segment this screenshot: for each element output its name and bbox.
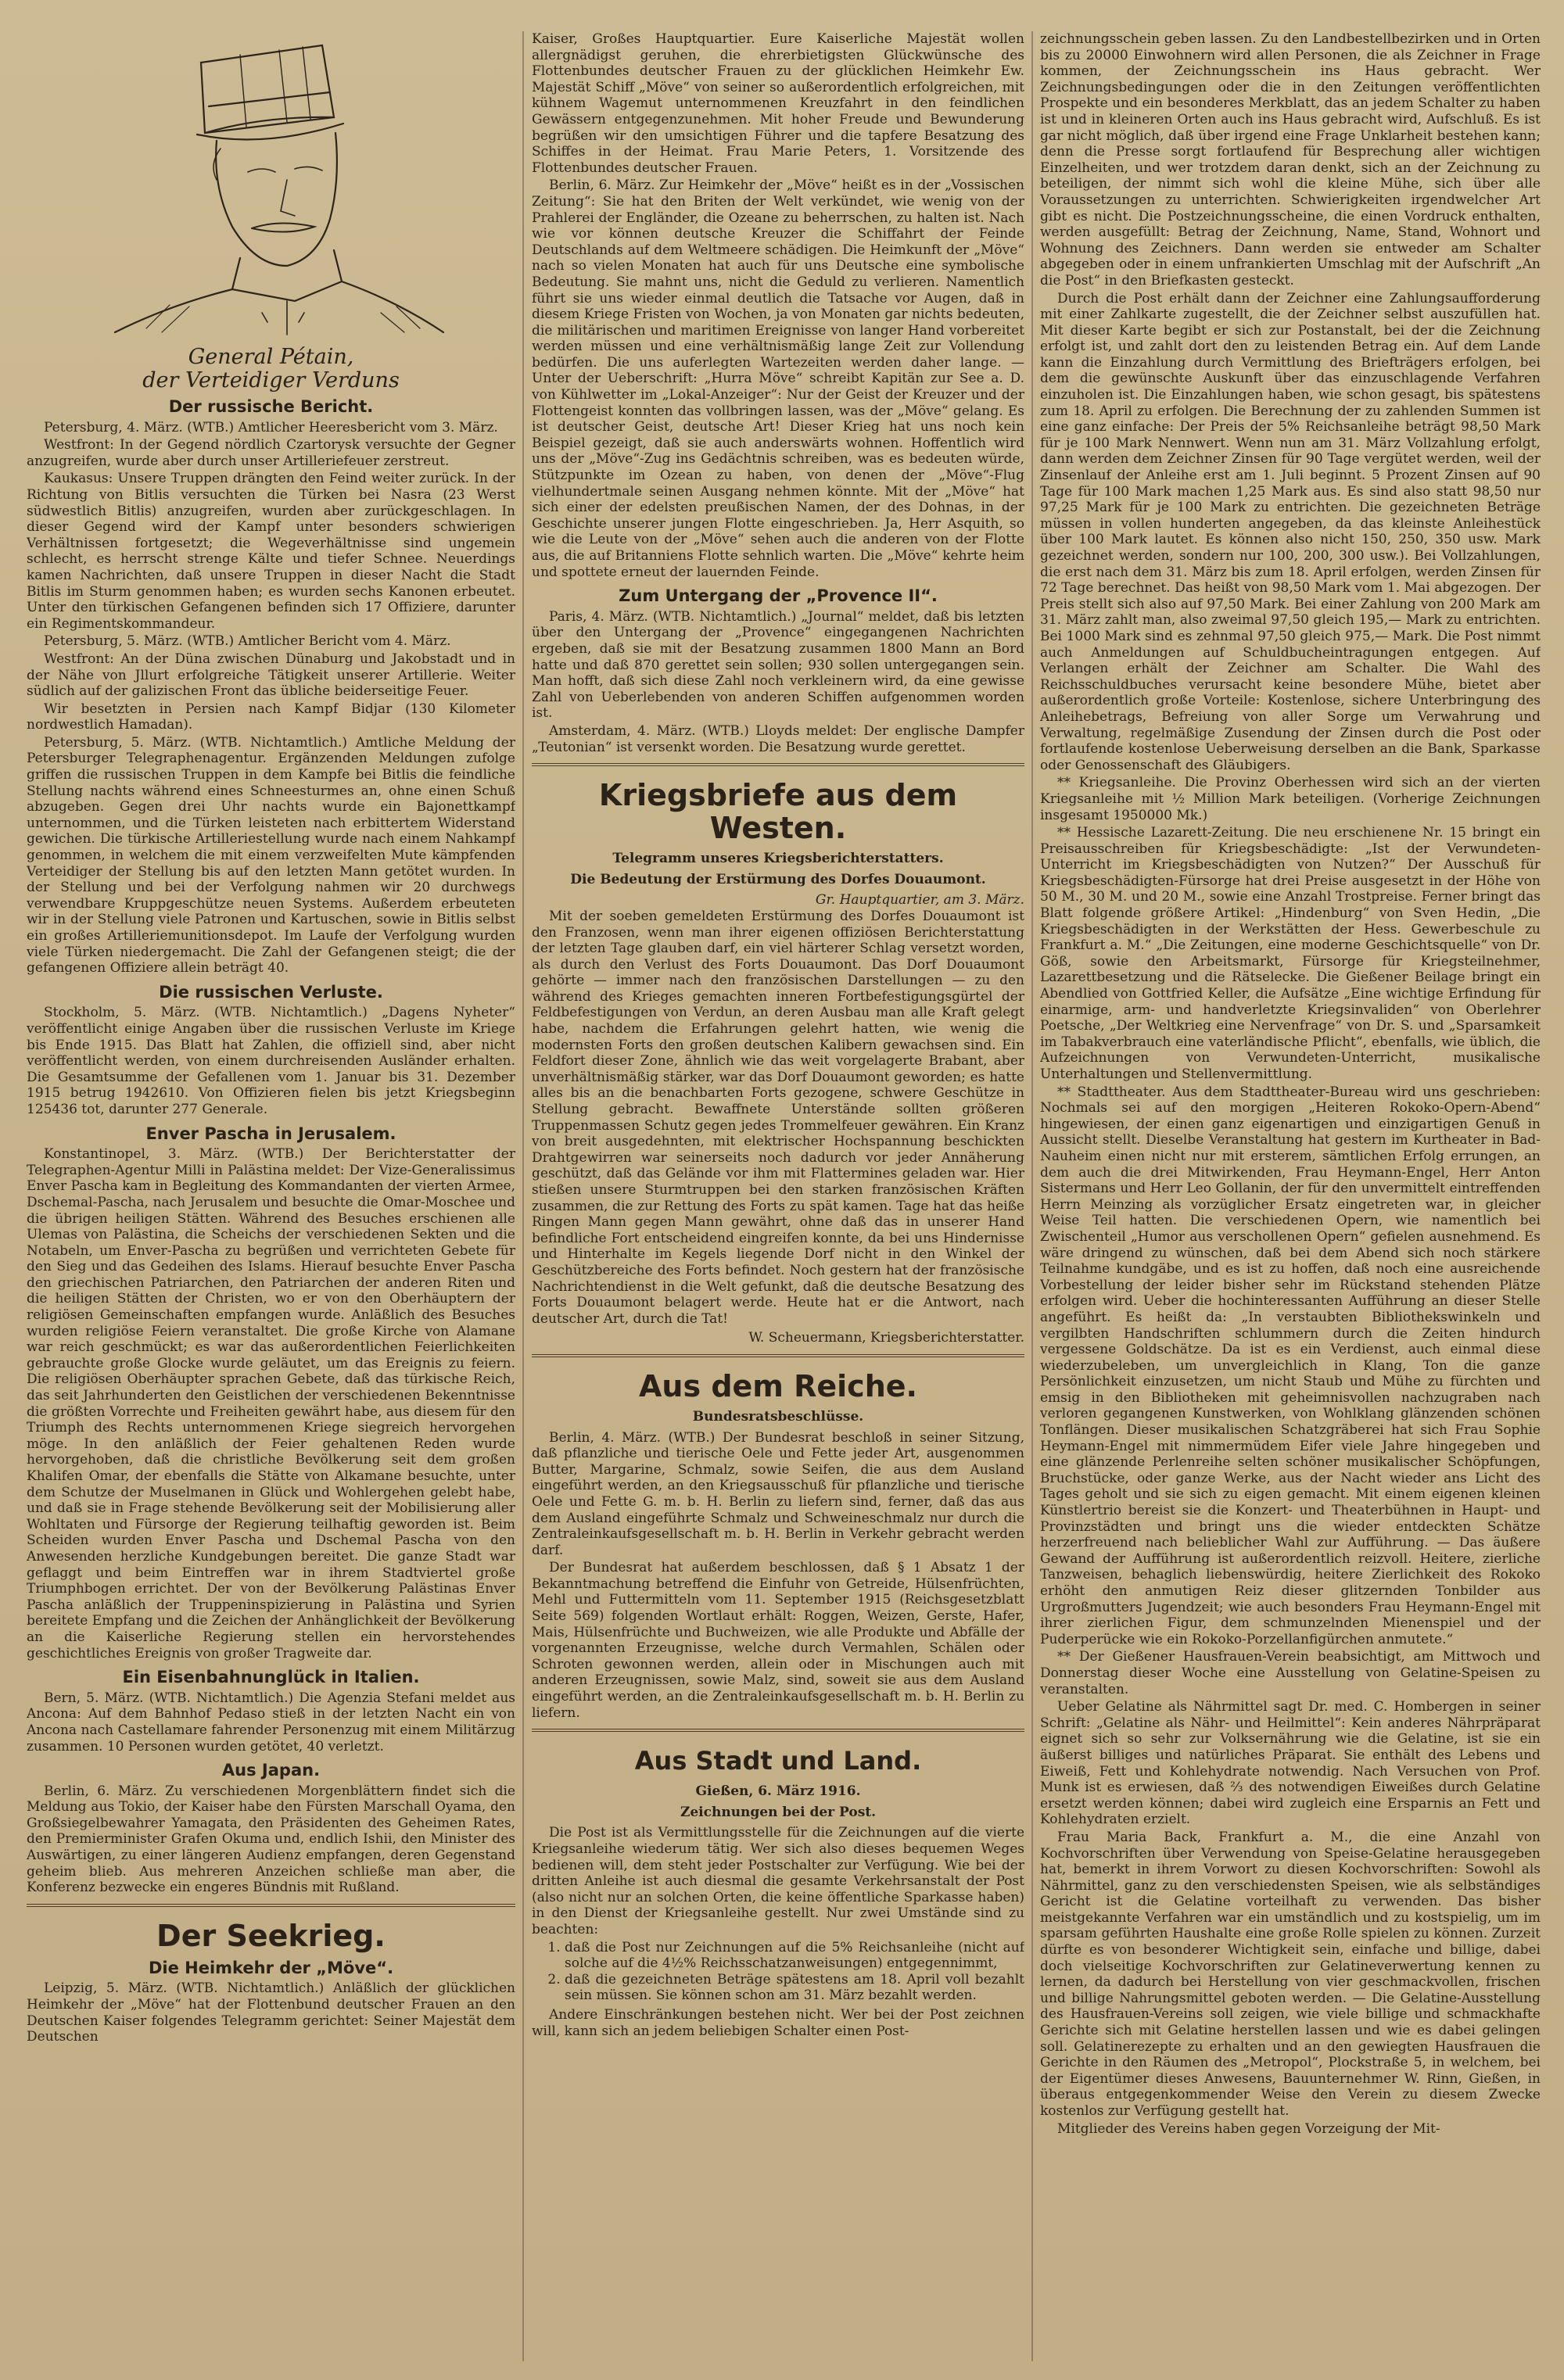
portrait-illustration: [52, 31, 490, 391]
article-paragraph: Kaiser, Großes Hauptquartier. Eure Kaiserliche Majestät wollen allergnädigst geruhen, die ehrerbietigsten Glückwünsche des Flottenbundes deutscher Frauen zu der glücklichen Heimkehr Ew. Majestät Schiff „Möve“ von seiner so außerordentlich erfolgreichen, mit kühnem Wagemut unternommenen Kreuzfahrt in den feindlichen Gewässern entgegenzunehmen. Mit hoher Freude und Bewunderung begrüßen wir den umsichtigen Führer und die tapfere Besatzung des Schiffes in der Heimat. Frau Marie Peters, 1. Vorsitzende des Flottenbundes deutscher Frauen.: [532, 31, 1024, 176]
caption-line: General Pétain,: [188, 344, 354, 369]
list-item: 2. daß die gezeichneten Beträge spätestens am 18. April voll bezahlt sein müssen. Sie können schon am 31. März bezahlt werden.: [565, 1972, 1024, 2004]
article-paragraph: Die Post ist als Vermittlungsstelle für die Zeichnungen auf die vierte Kriegsanleihe wiederum tätig. Wer sich also dieses bequemen Weges bedienen will, dem steht jeder Postschalter zur Verfügung. Wie bei der dritten Anleihe ist auch diesmal die gesamte Verkehrsanstalt der Post (also nicht nur an solchen Orten, die keine öffentliche Sparkasse haben) in den Dienst der Kriegsanleihe gestellt. Nur zwei Umstände sind zu beachten:: [532, 1825, 1024, 1937]
section-heading: Der russische Bericht.: [168, 397, 374, 416]
section-heading: Aus Japan.: [221, 1761, 321, 1780]
section-banner: Aus dem Reiche.: [639, 1368, 917, 1403]
article-paragraph: Wir besetzten in Persien nach Kampf Bidjar (130 Kilometer nordwestlich Hamadan).: [27, 701, 515, 733]
section-heading: Die Heimkehr der „Möve“.: [148, 1958, 394, 1977]
portrait-caption: [52, 346, 490, 392]
conditions-list: [551, 1940, 1024, 2004]
caption-line: der Verteidiger Verduns: [142, 367, 400, 392]
article-paragraph: Petersburg, 5. März. (WTB. Nichtamtlich.) Amtliche Meldung der Petersburger Telegraphenagentur. Ergänzenden Meldungen zufolge griffen die russischen Truppen in dem Kampfe bei Bitlis die feindliche Stellung nachts während eines Schneesturmes an, ohne einen Schuß abzugeben. Gegen drei Uhr nachts wurde ein Bajonettkampf unternommen, und die Türken leisteten nach erbittertem Widerstand gewichen. Die türkische Artilleriestellung wurde nach einem Nahkampf genommen, in welchem die mit einem verzweifelten Mute kämpfenden Verteidiger der Stellung bis auf den letzten Mann getötet wurden. In der Stellung und bei der Verfolgung nahmen wir 20 durchwegs verwendbare Kruppgeschütze neuen Systems. Außerdem erbeuteten wir in der Stellung viele Patronen und Kartuschen, sowie in Bitlis selbst ein großes Artilleriemunitionsdepot. Im Laufe der Verfolgung wurden viele Türken niedergemacht. Die Zahl der Gefangenen steigt; die der gefangenen Offiziere allein beträgt 40.: [27, 734, 515, 977]
article-paragraph: Stockholm, 5. März. (WTB. Nichtamtlich.) „Dagens Nyheter“ veröffentlicht einige Angaben über die russischen Verluste im Kriege bis Ende 1915. Das Blatt hat Zahlen, die offiziell sind, aber nicht veröffentlicht werden, von einem durchreisenden Ausländer erhalten. Die Gesamtsumme der Gefallenen vom 1. Januar bis 31. Dezember 1915 betrug 1942610. Von Offizieren fielen bis jetzt Kriegsbeginn 125436 tot, darunter 277 Generale.: [27, 1005, 515, 1117]
article-paragraph: Leipzig, 5. März. (WTB. Nichtamtlich.) Anläßlich der glücklichen Heimkehr der „Möve“ hat der Flottenbund deutscher Frauen an den Deutschen Kaiser folgendes Telegramm gerichtet: Seiner Majestät dem Deutschen: [27, 1980, 515, 2045]
article-paragraph: Andere Einschränkungen bestehen nicht. Wer bei der Post zeichnen will, kann sich an jedem beliebigen Schalter einen Post-: [532, 2006, 1024, 2039]
article-paragraph: Frau Maria Back, Frankfurt a. M., die eine Anzahl von Kochvorschriften über Verwendung von Speise-Gelatine herausgegeben hat, bemerkt in ihrem Vorwort zu diesen Kochvorschriften: Sowohl als Nährmittel, ganz zu den verschiedensten Speisen, wie als selbständiges Gericht ist die Gelatine vorteilhaft zu verwenden. Das bisher meistgekannte Verfahren war ein umständlich und zu kostspielig, um im sparsam geführten Haushalte eine große Rolle spielen zu können. Zurzeit dürfte es von besonderer Wichtigkeit sein, einfache und billige, dabei doch vielseitige Kochvorschriften zur Gelatineverwertung kennen zu lernen, da dadurch bei Herstellung von vier geschmackvollen, frischen und billige Nahrungsmittel geboten werden. — Die Gelatine-Ausstellung des Hausfrauen-Vereins soll zeigen, wie viele billige und schmackhafte Gerichte sich mit Gelatine herstellen lassen und wie es dabei gelingen soll. Gelatinerezepte zu erhalten und an den gewiegten Hausfrauen die Gerichte in den Räumen des „Metropol“, Plockstraße 5, in welchem, bei der Eigentümer dieses Anwesens, Bauunternehmer W. Rinn, Gießen, in überaus entgegenkommender Weise den Verein zu diesem Zwecke kostenlos zur Verfügung gestellt hat.: [1040, 1829, 1541, 2119]
section-subheading: Zeichnungen bei der Post.: [680, 1804, 877, 1820]
article-paragraph: Berlin, 6. März. Zur Heimkehr der „Möve“ heißt es in der „Vossischen Zeitung“: Sie hat den Briten der Welt verkündet, wie wenig von der Prahlerei der Engländer, die Ozeane zu beherrschen, zu halten ist. Nach wie vor können deutsche Kreuzer die Schiffahrt der Feinde Deutschlands auf dem Weltmeere schädigen. Die Heimkunft der „Möve“ nach so vielen Monaten hat auch für uns Deutsche eine symbolische Bedeutung. Sie mahnt uns, nicht die Geduld zu verlieren. Namentlich führt sie uns wieder einmal deutlich die Tatsache vor Augen, daß in diesem Kriege Fristen von Wochen, ja von Monaten gar nichts bedeuten, die militärischen und maritimen Ereignisse von langer Hand vorbereitet werden müssen und eine verhältnismäßig lange Zeit zur Vollendung bedürfen. Die uns auferlegten Wartezeiten werden daher lange. — Unter der Ueberschrift: „Hurra Möve“ schreibt Kapitän zur See a. D. von Kühlwetter im „Lokal-Anzeiger“: Nur der Geist der Kreuzer und der Flottengeist konnten das vollbringen lassen, was der „Möve“ gelang. Es ist deutscher Geist, deutsche Art! Dieser Krieg hat uns noch kein Beispiel gezeigt, daß sie auch anderswärts wohnen. Hoffentlich wird uns der „Möve“-Zug ins Gedächtnis schreiben, was es bedeuten würde, Stützpunkte im Ozean zu haben, von denen der „Möve“-Flug vielhundertmale seinen Ausgang nehmen könnte. Mit der „Möve“ hat sich einer der edelsten preußischen Namen, der des Dohnas, in der Geschichte unserer jungen Flotte eingeschrieben. Ja, Herr Asquith, so wie die Leute von der „Möve“ sehen auch die anderen von der Flotte aus, die auf Britanniens Flotte sehnlich warten. Die „Möve“ kehrte heim und spottete erneut der lauernden Feinde.: [532, 177, 1024, 580]
column-rule: [522, 31, 524, 2361]
section-divider: [532, 763, 1024, 766]
column-rule: [1031, 31, 1033, 2361]
section-subheading: Die Bedeutung der Erstürmung des Dorfes Douaumont.: [570, 871, 986, 887]
byline: W. Scheuermann, Kriegsberichterstatter.: [748, 1330, 1024, 1346]
article-paragraph: ** Stadttheater. Aus dem Stadttheater-Bureau wird uns geschrieben: Nochmals sei auf den morgigen „Heiteren Rokoko-Opern-Abend“ hingewiesen, der einen ganz eigenartigen und einzigartigen Genuß in Aussicht stellt. Dieselbe Veranstaltung hat gestern im Kurtheater in Bad-Nauheim einen nicht nur mit ersterem, sämtlichen Erfolg errungen, an dem auch die drei Mitwirkenden, Frau Heymann-Engel, Herr Anton Sistermans und Herr Leo Gollanin, der für den unvermittelt eintreffenden Herrn Meinzing als vorzüglicher Ersatz eingetreten war, in gleicher Weise Teil hatten. Die verschiedenen Opern, wie namentlich bei Zwischenteil „Humor aus verschollenen Opern“ gefielen ausnehmend. Es wäre dringend zu wünschen, daß bei dem Abend sich noch stärkere Teilnahme kundgäbe, und es ist zu hoffen, daß noch eine ausreichende Vorbestellung der leider bisher sehr im Rückstand stehenden Plätze erfolgen wird. Ueber die hochinteressanten Aufführung an dieser Stelle angeführt. Es heißt da: „In verstaubten Bibliothekswinkeln und vergilbten Handschriften schlummern durch die Zeiten hindurch vergessene Goldschätze. Da ist es ein Verdienst, auch einmal diese wiederzubeleben, um unvergleichlich in Klang, Ton die ganze Persönlichkeit einzusetzen, um nicht Staub und Mühe zu fürchten und emsig in den Bibliotheken mit geheimnisvollen nachzugraben nach verloren gegangenen Kunstwerken, von Wohlklang glänzenden schönen Tonflängen. Dieser musikalischen Schatzgräberei hat sich Frau Sophie Heymann-Engel mit nimmermüdem Eifer viele Jahre hingegeben und eine glänzende Perlenreihe selten schöner musikalischer Schöpfungen, Bruchstücke, oder ganze Werke, aus der Nacht wieder ans Licht des Tages geholt und sie sich zu eigen gemacht. Mit einem eigenen kleinen Künstlertrio bereist sie die Konzert- und Theaterbühnen in Haupt- und Provinzstädten und bringt uns die wieder entdeckten Schätze herzerfreuend nach belieblicher Wahl zur Aufführung. — Das äußere Gewand der Aufführung ist außerordentlich reizvoll. Heitere, zierliche Tanzweisen, behaglich liebenswürdig, heitere Zierlichkeit des Rokoko erhöht den anmutigen Reiz dieser glitzernden Tonbilder aus Urgroßmutters Jugendzeit; wie auch besonders Frau Heymann-Engel mit ihrer zierlichen Figur, dem schmunzelnden Mienenspiel und der Puderperücke wie ein Rokoko-Porzellanfigürchen anmutete.“: [1040, 1084, 1541, 1647]
article-paragraph: Petersburg, 5. März. (WTB.) Amtlicher Bericht vom 4. März.: [44, 633, 451, 650]
column-1: [27, 31, 515, 2369]
article-paragraph: Berlin, 6. März. Zu verschiedenen Morgenblättern findet sich die Meldung aus Tokio, der Kaiser habe den Fürsten Marschall Oyama, den Großsiegelbewahrer Yamagata, den Präsidenten des Geheimen Rates, den Premierminister Grafen Okuma und, endlich Ishii, den Minister des Auswärtigen, zu einer längeren Audienz empfangen, deren Gegenstand geheim blieb. Aus mehreren Anzeichen schließe man aber, die Konferenz bezwecke ein engeres Bündnis mit Rußland.: [27, 1783, 515, 1896]
dateline: Gr. Hauptquartier, am 3. März.: [815, 892, 1024, 909]
article-paragraph: Der Bundesrat hat außerdem beschlossen, daß § 1 Absatz 1 der Bekanntmachung betreffend die Einfuhr von Getreide, Hülsenfrüchten, Mehl und Futtermitteln vom 11. September 1915 (Reichsgesetzblatt Seite 569) folgenden Wortlaut erhält: Roggen, Weizen, Gerste, Hafer, Mais, Hülsenfrüchte und Buchweizen, wie alle Produkte und Abfälle der vorgenannten Erzeugnisse, welche durch Vermahlen, Schälen oder Schroten gewonnen werden, allein oder in Mischungen auch mit anderen Erzeugnissen, sowie Malz, sind, soweit sie aus dem Ausland eingeführt werden, an die Zentraleinkaufsgesellschaft m. b. H. Berlin zu liefern.: [532, 1560, 1024, 1721]
article-paragraph: Berlin, 4. März. (WTB.) Der Bundesrat beschloß in seiner Sitzung, daß pflanzliche und tierische Oele und Fette jeder Art, ausgenommen Butter, Margarine, Schmalz, sowie Seifen, die aus dem Ausland eingeführt werden, an den Kriegsausschuß für pflanzliche und tierische Oele und Fette G. m. b. H. Berlin zu liefern sind, ferner, daß das aus dem Ausland eingeführte Schmalz und Schweineschmalz nur durch die Zentraleinkaufsgesellschaft m. b. H. Berlin in Verkehr gebracht werden darf.: [532, 1429, 1024, 1558]
section-heading: Die russischen Verluste.: [159, 982, 383, 1002]
article-paragraph: zeichnungsschein geben lassen. Zu den Landbestellbezirken und in Orten bis zu 20000 Einwohnern wird allen Personen, die als Zeichner in Frage kommen, der Zeichnungsschein ins Haus gebracht. Wer Zeichnungsbedingungen oder die in den Zeitungen veröffentlichten Prospekte und ein besonderes Merkblatt, das an jedem Schalter zu haben ist und in kleineren Orten auch ins Haus gebracht wird, Aufschluß. Es ist gar nicht möglich, daß über irgend eine Frage Unklarheit bestehen kann; denn die Presse sorgt fortlaufend für Besprechung aller wichtigen Einzelheiten, und wer trotzdem daran denkt, sich an der Zeichnung zu beteiligen, der nimmt sich wohl die kleine Mühe, sich über alle Voraussetzungen zu unterrichten. Schwierigkeiten irgendwelcher Art gibt es nicht. Die Postzeichnungsscheine, die einen Vordruck enthalten, werden ausgefüllt: Betrag der Zeichnung, Name, Stand, Wohnort und Wohnung des Zeichners. Dann werden sie entweder am Schalter abgegeben oder in einem unfrankierten Umschlag mit der Aufschrift „An die Post“ in den Briefkasten gesteckt.: [1040, 31, 1541, 289]
article-paragraph: ** Der Gießener Hausfrauen-Verein beabsichtigt, am Mittwoch und Donnerstag dieser Woche eine Ausstellung von Gelatine-Speisen zu veranstalten.: [1040, 1649, 1541, 1697]
dateline: Gießen, 6. März 1916.: [695, 1783, 861, 1800]
article-paragraph: Westfront: An der Düna zwischen Dünaburg und Jakobstadt und in der Nähe von Jllurt erfolgreiche Tätigkeit unserer Artillerie. Weiter südlich auf der galizischen Front das übliche beiderseitige Feuer.: [27, 651, 515, 700]
section-subheading: Bundesratsbeschlüsse.: [692, 1408, 864, 1425]
section-heading: Enver Pascha in Jerusalem.: [145, 1124, 396, 1143]
section-banner: Der Seekrieg.: [156, 1918, 386, 1953]
article-paragraph: Petersburg, 4. März. (WTB.) Amtlicher Heeresbericht vom 3. März.: [44, 419, 498, 435]
section-heading: Zum Untergang der „Provence II“.: [619, 586, 938, 606]
column-3: [1040, 31, 1541, 2369]
article-paragraph: Amsterdam, 4. März. (WTB.) Lloyds meldet: Der englische Dampfer „Teutonian“ ist versenkt worden. Die Besatzung wurde gerettet.: [532, 722, 1024, 755]
article-paragraph: Bern, 5. März. (WTB. Nichtamtlich.) Die Agenzia Stefani meldet aus Ancona: Auf dem Bahnhof Pedaso stieß in der letzten Nacht ein von Ancona nach Castellamare fahrender Personenzug mit einem Militärzug zusammen. 10 Personen wurden getötet, 40 verletzt.: [27, 1690, 515, 1755]
article-paragraph: Durch die Post erhält dann der Zeichner eine Zahlungsaufforderung mit einer Zahlkarte zugestellt, die der Zeichner selbst auszufüllen hat. Mit dieser Karte begibt er sich zur Postanstalt, bei der die Zeichnung erfolgt ist, und zahlt dort den zu leistenden Betrag ein. Auf dem Lande kann die Einzahlung durch Vermittlung des Briefträgers erfolgen, bei dem die gewünschte Auskunft über das einzuschlagende Verfahren einzuholen ist. Die Einzahlungen haben, wie schon gesagt, bis spätestens zum 18. April zu erfolgen. Die Berechnung der zu zahlenden Summen ist eine ganz einfache: Der Preis der 5% Reichsanleihe beträgt 98,50 Mark für je 100 Mark Nennwert. Wenn nun am 31. März Vollzahlung erfolgt, dann werden dem Zeichner Zinsen für 90 Tage vergütet werden, weil der Zinsenlauf der Anleihe erst am 1. Juli beginnt. 5 Prozent Zinsen auf 90 Tage für 100 Mark machen 1,25 Mark aus. Es sind also statt 98,50 nur 97,25 Mark für je 100 Mark zu entrichten. Die gezeichneten Beträge müssen in vollen hunderten angegeben, da das kleinste Anleihestück über 100 Mark lautet. Es können also nicht 150, 250, 350 usw. Mark gezeichnet werden, sondern nur 100, 200, 300 usw.). Bei Vollzahlungen, die erst nach dem 31. März bis zum 18. April erfolgen, werden Zinsen für 72 Tage berechnet. Das heißt von 98,50 Mark vom 1. Mai abgezogen. Der Preis stellt sich also auf 97,50 Mark. Bei einer Zahlung von 200 Mark am 31. März zahlt man, also zweimal 97,50 gleich 195,— Mark zu entrichten. Bei 1000 Mark sind es zehnmal 97,50 gleich 975,— Mark. Die Post nimmt auch Anmeldungen auf Schuldbucheintragungen entgegen. Auf Verlangen erhält der Zeichner am Schalter. Die Wahl des Reichsschuldbuches verursacht keine besondere Mühe, bietet aber außerordentlich große Vorteile: Kostenlose, sichere Unterbringung des Anleihebetrags, Befreiung von aller Sorge um Verwahrung und Verwaltung, regelmäßige Zusendung der Zinsen durch die Post oder fortlaufende kostenlose Ueberweisung derselben an die Bank, Sparkasse oder Genossenschaft des Gläubigers.: [1040, 290, 1541, 773]
general-portrait-sketch: [52, 31, 490, 336]
article-paragraph: Ueber Gelatine als Nährmittel sagt Dr. med. C. Hombergen in seiner Schrift: „Gelatine als Nähr- und Heilmittel“: Kein anderes Nährpräparat eignet sich so sehr zur Volksernährung wie die Gelatine, ist sie ein äußerst billiges und natürliches Präparat. Sie enthält des Lebens und Eiweiß, Fett und Kohlehydrate notwendig. Nach Versuchen von Prof. Munk ist es erwiesen, daß ⅔ des notwendigen Eiweißes durch Gelatine ersetzt werden können; dabei wird zugleich eine Ersparnis an Fett und Kohlehydraten erzielt.: [1040, 1699, 1541, 1828]
list-item: 1. daß die Post nur Zeichnungen auf die 5% Reichsanleihe (nicht auf solche auf die 4½% Reichsschatzanweisungen) entgegennimmt,: [565, 1940, 1024, 1972]
section-subheading: Telegramm unseres Kriegsberichterstatters.: [612, 851, 944, 867]
section-divider: [532, 1729, 1024, 1732]
article-paragraph: Konstantinopel, 3. März. (WTB.) Der Berichterstatter der Telegraphen-Agentur Milli in Palästina meldet: Der Vize-Generalissimus Enver Pascha kam in Begleitung des Kommandanten der vierten Armee, Dschemal-Pascha, nach Jerusalem und besuchte die Omar-Moschee und die übrigen heiligen Stätten. Während des Besuches erschienen alle Ulemas von Palästina, die Scheichs der verschiedenen Sekten und die Notabeln, um Enver-Pascha zu begrüßen und verrichteten Gebete für den Sieg und das Gedeihen des Islams. Hierauf besuchte Enver Pascha den griechischen Patriarchen, den Patriarchen der anderen Riten und die heiligen Stätten der Christen, wo er von den Oberhäuptern der religiösen Gemeinschaften empfangen wurde. Anläßlich des Besuches wurden religiöse Feiern veranstaltet. Die große Kirche von Alamane war reich geschmückt; es war das außerordentlichen Feierlichkeiten gebrauchte große Glocke wurde geläutet, um das Ereignis zu feiern. Die religiösen Oberhäupter sprachen Gebete, daß das türkische Reich, das seit Jahrhunderten den Geistlichen der verschiedenen Bekenntnisse die größten Vorrechte und Freiheiten gewährt habe, aus diesem für den Triumph des Rechts unternommenen Kriege siegreich hervorgehen möge. In den anläßlich der Feier gehaltenen Reden wurde hervorgehoben, daß die christliche Bevölkerung seit dem großen Khalifen Omar, der ebenfalls die Stätte von Alkamane besuchte, unter dem Schutze der Muselmanen in Glück und Wohlergehen gelebt habe, und daß sie in Frage stehende Bevölkerung seit der Mobilisierung aller Wohltaten und Fürsorge der Regierung teilhaftig geworden ist. Beim Scheiden wurden Enver Pascha und Dschemal Pascha von den Anwesenden herzliche Kundgebungen bereitet. Die ganze Stadt war geflaggt und beim Eintreffen war in ihrem Stadtviertel große Triumphbogen errichtet. Der von der Bevölkerung Palästinas Enver Pascha anläßlich der Truppeninspizierung in Palästina und Syrien bereitete Empfang und die Zeichen der Anhänglichkeit der Bevölkerung an die Kaiserliche Regierung stellen ein hervorstehendes geschichtliches Ereignis von großer Tragweite dar.: [27, 1146, 515, 1661]
article-paragraph: ** Kriegsanleihe. Die Provinz Oberhessen wird sich an der vierten Kriegsanleihe mit ½ Million Mark beteiligen. (Vorherige Zeichnungen insgesamt 1950000 Mk.): [1040, 775, 1541, 823]
article-paragraph: Mit der soeben gemeldeten Erstürmung des Dorfes Douaumont ist den Franzosen, wenn man ihrer eigenen offiziösen Berichterstattung der letzten Tage glauben darf, ein viel härterer Schlag versetzt worden, als durch den Verlust des Forts Douaumont. Das Dorf Douaumont gehörte — immer nach den französischen Darstellungen — zu den während des Krieges gemachten inneren Fortbefestigungsgürtel der Feldbefestigungen von Verdun, an deren Ausbau man alle Kraft gelegt habe, nachdem die Erfahrungen gelehrt hatten, wie wenig die modernsten Forts den großen deutschen Kalibern gewachsen sind. Ein Feldfort dieser Zone, ähnlich wie das weit vorgelagerte Brabant, aber unverhältnismäßig stärker, war das Dorf Douaumont geworden; es hatte alles bis an die benachbarten Forts gezogene, schwere Geschütze in Stellung gebracht. Bewaffnete Unterstände sollten größeren Truppenmassen Schutz gegen jedes Trommelfeuer gewähren. Ein Kranz von breit ausgedehnten, mit elektrischer Hochspannung beschickten Drahtgewirren war seinerseits noch dadurch vor jeder Annäherung geschützt, daß das Gelände vor ihm mit Flattermines geladen war. Hier stießen unsere Sturmtruppen bei den starken französischen Kräften zusammen, die zur Rettung des Forts zu spät kamen. Tage hat das heiße Ringen Mann gegen Mann gewährt, ohne daß das in unserer Hand befindliche Fort entscheidend eingreifen konnte, da bei uns Hindernisse und Hinterhalte im Kegels liegende Dorf nicht in den Winkel der Geschützbereiche des Forts befindet. Noch gestern hat der französische Nachrichtendienst in die Welt gefunkt, daß die deutsche Besatzung des Forts Douaumont belagert werde. Heute hat er die Antwort, nach deutscher Art, durch die Tat!: [532, 908, 1024, 1327]
article-paragraph: Westfront: In der Gegend nördlich Czartorysk versuchte der Gegner anzugreifen, wurde aber durch unser Artilleriefeuer zerstreut.: [27, 437, 515, 469]
section-banner: Aus Stadt und Land.: [634, 1746, 922, 1776]
article-paragraph: Kaukasus: Unsere Truppen drängten den Feind weiter zurück. In der Richtung von Bitlis versuchten die Türken bei Nasra (23 Werst südwestlich Bitlis) anzugreifen, wurden aber zurückgeschlagen. In dieser Gegend wird der Kampf unter besonders schwierigen Verhältnissen fortgesetzt; die Wegeverhältnisse sind ungemein schlecht, es herrscht strenge Kälte und tiefer Schnee. Neuerdings kamen Nachrichten, daß unsere Truppen in dieser Nacht die Stadt Bitlis im Sturm genommen haben; es wurden sechs Kanonen erbeutet. Unter den türkischen Gefangenen befinden sich 17 Offiziere, darunter ein Regimentskommandeur.: [27, 471, 515, 632]
article-paragraph: ** Hessische Lazarett-Zeitung. Die neu erschienene Nr. 15 bringt ein Preisausschreiben für Kriegsbeschädigte: „Ist der Verwundeten-Unterricht im Kriegsbeschädigten von Nutzen?“ Der Ausschuß für Kriegsbeschädigten-Fürsorge hat drei Preise ausgesetzt in der Höhe von 50 M., 30 M. und 20 M., sowie eine Anzahl Trostpreise. Ferner bringt das Blatt folgende größere Artikel: „Hindenburg“ von Sven Hedin, „Die Kriegsbeschädigten in der Werkstätten der Hess. Gewerbeschule zu Frankfurt a. M.“ „Die Zeitungen, eine moderne Geschichtsquelle“ von Dr. Göß, sowie den Arbeitsmarkt, Fürsorge für Kriegsteilnehmer, Lazarettbesetzung und die Rätselecke. Die Gießener Beilage bringt ein Abendlied von Gottfried Keller, die Aufsätze „Eine wichtige Erfindung für einarmige, arm- und handverletzte Kriegsinvaliden“ von Oberlehrer Poetsche, „Der Weltkrieg eine Nervenfrage“ von Dr. S. und „Sparsamkeit im Tabakverbrauch eine vaterländische Pflicht“, ebenfalls, wie üblich, die Aufzeichnungen von Verwundeten-Unterricht, musikalische Unterhaltungen und Stellenvermittlung.: [1040, 825, 1541, 1082]
section-heading: Ein Eisenbahnunglück in Italien.: [122, 1668, 420, 1687]
article-paragraph: Mitglieder des Vereins haben gegen Vorzeigung der Mit-: [1057, 2120, 1440, 2137]
section-banner: Kriegsbriefe aus dem Westen.: [598, 778, 958, 846]
column-2: [532, 31, 1024, 2369]
section-divider: [27, 1904, 515, 1907]
section-divider: [532, 1354, 1024, 1357]
article-paragraph: Paris, 4. März. (WTB. Nichtamtlich.) „Journal“ meldet, daß bis letzten über den Untergang der „Provence“ eingegangenen Nachrichten ergeben, daß sie mit der Besatzung zusammen 1800 Mann an Bord hatte und daß 870 gerettet sein sollen; 930 sollen untergegangen sein. Man hofft, daß sich diese Zahl noch verkleinern wird, da eine gewisse Zahl von Ueberlebenden von anderen Schiffen aufgenommen worden ist.: [532, 608, 1024, 722]
